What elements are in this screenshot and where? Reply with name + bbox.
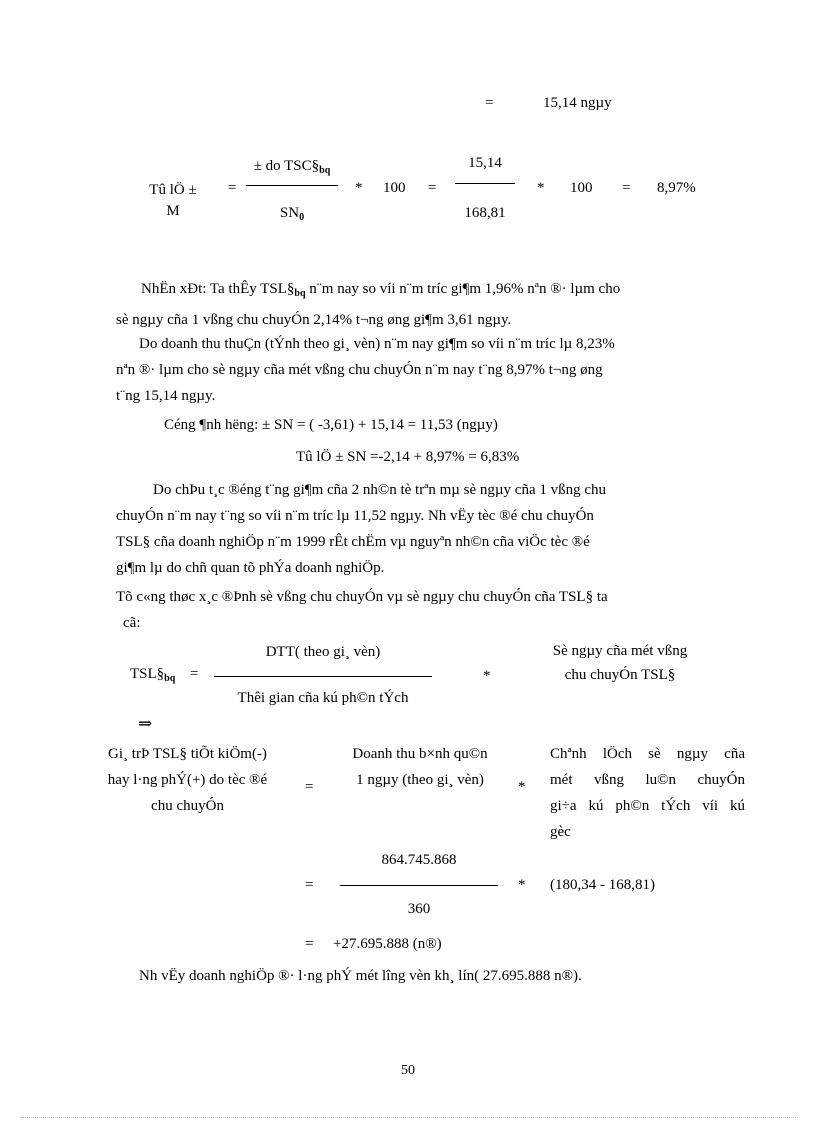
ratio-label-line2: M: [166, 203, 180, 219]
result-value: +27.695.888 (n®): [333, 936, 442, 952]
formula3-right-line1: Chªnh lÖch sè ngµy cña: [550, 746, 745, 762]
formula3-left-line2: hay l·ng phÝ(+) do tèc ®é: [107, 772, 268, 788]
ratio-hundred2: 100: [570, 180, 593, 196]
remark-line-1: NhËn xÐt: Ta thÊy $TSL\S_{bq}$ n¨m nay so víi n¨m tríc gi¶m 1,96% nªn ®· lµm cho: [141, 281, 621, 299]
paragraph-remark: [116, 276, 716, 333]
formula3-right-line2: mét vßng lu©n chuyÓn: [550, 772, 745, 788]
result-eq: =: [305, 936, 314, 952]
implies-arrow: ⇒: [138, 714, 153, 733]
speed-line-4: gi¶m lµ do chñ quan tõ phÝa doanh nghiÖp.: [116, 560, 385, 576]
ratio-times2: *: [537, 180, 545, 196]
speed-line-2: chuyÓn n¨m nay t¨ng so víi n¨m tríc lµ 11,52 ngµy. Nh vËy tèc ®é chu chuyÓn: [116, 508, 594, 524]
ratio-eq2: =: [428, 180, 437, 196]
fraction-bar-1: [246, 185, 338, 186]
revenue-line-1: Do doanh thu thuÇn (tÝnh theo gi¸ vèn) n¨m nay gi¶m so víi n¨m tríc lµ 8,23%: [139, 336, 615, 352]
total-effect-line: Céng ¶nh hëng: ± SN = ( -3,61) + 15,14 = 11,53 (ngµy): [164, 417, 498, 433]
formula2-eq: =: [190, 666, 199, 682]
formula2-right-line2: chu chuyÓn TSL§: [564, 667, 676, 683]
ratio-times1: *: [355, 180, 363, 196]
ratio-denominator1: $SN_0$: [279, 205, 305, 223]
ratio-eq1: =: [228, 180, 237, 196]
top-result-value: 15,14 ngµy: [543, 95, 612, 111]
calc-difference: (180,34 - 168,81): [550, 877, 655, 893]
formula3-times: *: [518, 779, 526, 795]
calc-numerator: 864.745.868: [381, 852, 457, 868]
calc-denominator: 360: [407, 901, 431, 917]
remark-line-2: sè ngµy cña 1 vßng chu chuyÓn 2,14% t¬ng øng gi¶m 3,61 ngµy.: [116, 312, 512, 328]
formula3-left-line3: chu chuyÓn: [151, 798, 224, 814]
paragraph-formula-intro: [116, 584, 716, 636]
fraction-bar-4: [340, 885, 498, 886]
ratio-denominator2: 168,81: [464, 205, 506, 221]
formula2-right-line1: Sè ngµy cña mét vßng: [552, 643, 688, 659]
fraction-bar-3: [214, 676, 432, 677]
formula2-denominator: Thêi gian cña kú ph©n tÝch: [237, 690, 409, 706]
revenue-line-2: nªn ®· lµm cho sè ngµy cña mét vßng chu chuyÓn n¨m nay t¨ng 8,97% t¬ng øng: [116, 362, 603, 378]
formula3-mid-line2: 1 ngµy (theo gi¸ vèn): [356, 772, 484, 788]
ratio-numerator1: ± do $TSC\S_{bq}$: [253, 158, 331, 176]
conclusion-text: Nh vËy doanh nghiÖp ®· l·ng phÝ mét lîng vèn kh¸ lín( 27.695.888 n®).: [139, 968, 582, 984]
paragraph-revenue: [116, 331, 716, 409]
formula3-left-line1: Gi¸ trÞ TSL§ tiÕt kiÖm(-): [108, 746, 267, 762]
ratio-eq3: =: [622, 180, 631, 196]
formula3-right-line4: gèc: [550, 824, 571, 840]
formula-intro-line-2: cã:: [123, 615, 141, 631]
paragraph-conclusion-speed: [116, 477, 716, 581]
ratio-numerator2: 15,14: [468, 155, 502, 171]
formula2-lhs: $TSL\S_{bq}$: [130, 666, 176, 684]
speed-line-3: TSL§ cña doanh nghiÖp n¨m 1999 rÊt chËm vµ nguyªn nh©n cña viÖc tèc ®é: [116, 534, 590, 550]
formula3-right-line3: gi÷a kú ph©n tÝch víi kú: [550, 798, 745, 814]
top-equals-sign: =: [485, 95, 494, 111]
ratio-label-line1: Tû lÖ ±: [149, 182, 197, 198]
formula-intro-line-1: Tõ c«ng thøc x¸c ®Þnh sè vßng chu chuyÓn vµ sè ngµy chu chuyÓn cña TSL§ ta: [116, 589, 608, 605]
formula3-eq: =: [305, 779, 314, 795]
page-number: 50: [401, 1063, 415, 1078]
total-ratio-line: Tû lÖ ± SN =-2,14 + 8,97% = 6,83%: [296, 449, 520, 465]
fraction-bar-2: [455, 183, 515, 184]
calc-eq: =: [305, 877, 314, 893]
page-bottom-border: [20, 1117, 796, 1118]
ratio-hundred1: 100: [383, 180, 406, 196]
formula2-times: *: [483, 668, 491, 684]
formula2-numerator: DTT( theo gi¸ vèn): [265, 644, 381, 660]
formula3-mid-line1: Doanh thu b×nh qu©n: [352, 746, 488, 762]
ratio-result: 8,97%: [657, 180, 696, 196]
revenue-line-3: t¨ng 15,14 ngµy.: [116, 388, 216, 404]
speed-line-1: Do chÞu t¸c ®éng t¨ng gi¶m cña 2 nh©n tè trªn mµ sè ngµy cña 1 vßng chu: [153, 482, 607, 498]
calc-times: *: [518, 877, 526, 893]
